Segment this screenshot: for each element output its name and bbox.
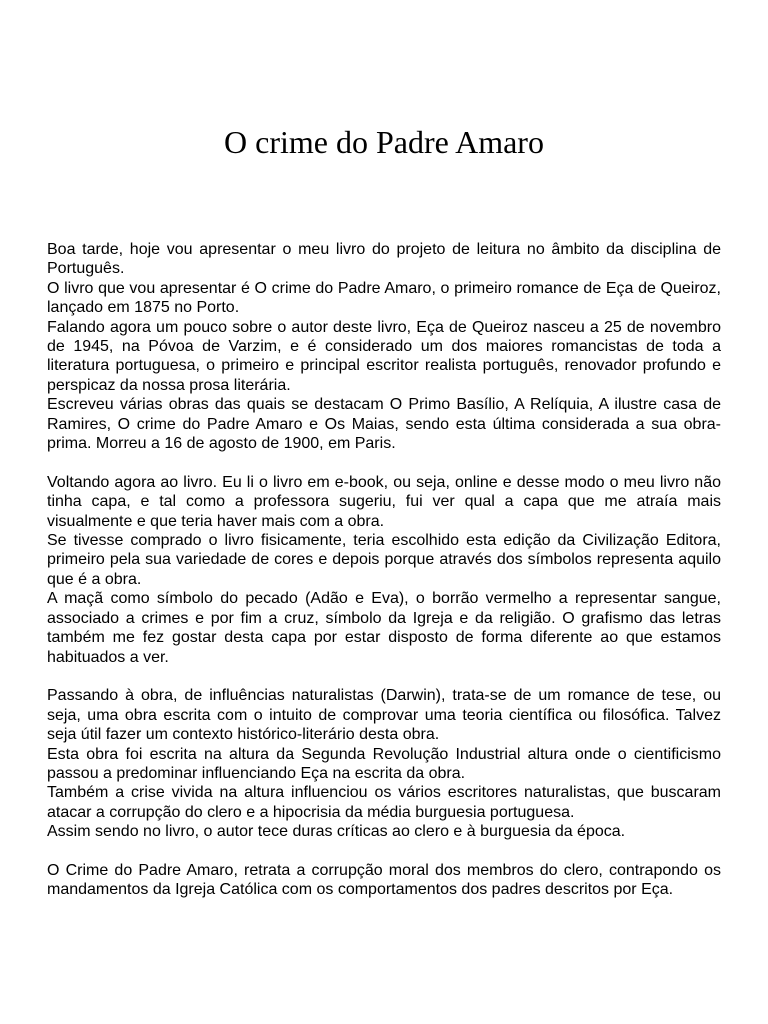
paragraph: O Crime do Padre Amaro, retrata a corrupção moral dos membros do clero, contrapondo os mandamentos da Igreja Católica com os comportamentos dos padres descritos por Eça. [47, 861, 721, 899]
document-body [47, 240, 721, 900]
paragraph: Boa tarde, hoje vou apresentar o meu livro do projeto de leitura no âmbito da disciplina de Português. [47, 241, 721, 278]
paragraph: Assim sendo no livro, o autor tece duras críticas ao clero e à burguesia da época. [47, 823, 626, 841]
paragraph: Passando à obra, de influências naturalistas (Darwin), trata-se de um romance de tese, ou seja, uma obra escrita com o intuito de comprovar uma teoria científica ou filosófica. Talvez seja útil fazer um contexto histórico-literário desta obra. [47, 687, 721, 744]
paragraph: Falando agora um pouco sobre o autor deste livro, Eça de Queiroz nasceu a 25 de novembro de 1945, na Póvoa de Varzim, e é considerado um dos maiores romancistas de toda a literatura portuguesa, o primeiro e principal escritor realista português, renovador profundo e perspicaz da nossa prosa literária. [47, 318, 721, 394]
paragraph: Escreveu várias obras das quais se destacam O Primo Basílio, A Relíquia, A ilustre casa de Ramires, O crime do Padre Amaro e Os Maias, sendo esta última considerada a sua obra-prima. Morreu a 16 de agosto de 1900, em Paris. [47, 396, 721, 453]
paragraph: Esta obra foi escrita na altura da Segunda Revolução Industrial altura onde o cientificismo passou a predominar influenciando Eça na escrita da obra. [47, 745, 721, 782]
paragraph: O livro que vou apresentar é O crime do Padre Amaro, o primeiro romance de Eça de Queiroz, lançado em 1875 no Porto. [47, 279, 721, 317]
paragraph: A maçã como símbolo do pecado (Adão e Eva), o borrão vermelho a representar sangue, associado a crimes e por fim a cruz, símbolo da Igreja e da religião. O grafismo das letras também me fez gostar desta capa por estar disposto de forma diferente ao que estamos habituados a ver. [47, 590, 721, 666]
paragraph: Também a crise vivida na altura influenciou os vários escritores naturalistas, que buscaram atacar a corrupção do clero e a hipocrisia da média burguesia portuguesa. [47, 784, 721, 821]
document-title: O crime do Padre Amaro [224, 124, 544, 160]
paragraph: Se tivesse comprado o livro fisicamente, teria escolhido esta edição da Civilização Editora, primeiro pela sua variedade de cores e depois porque através dos símbolos representa aquilo que é a obra. [47, 532, 721, 588]
paragraph: Voltando agora ao livro. Eu li o livro em e-book, ou seja, online e desse modo o meu livro não tinha capa, e tal como a professora sugeriu, fui ver qual a capa que me atraía mais visualmente e que teria haver mais com a obra. [47, 473, 721, 530]
